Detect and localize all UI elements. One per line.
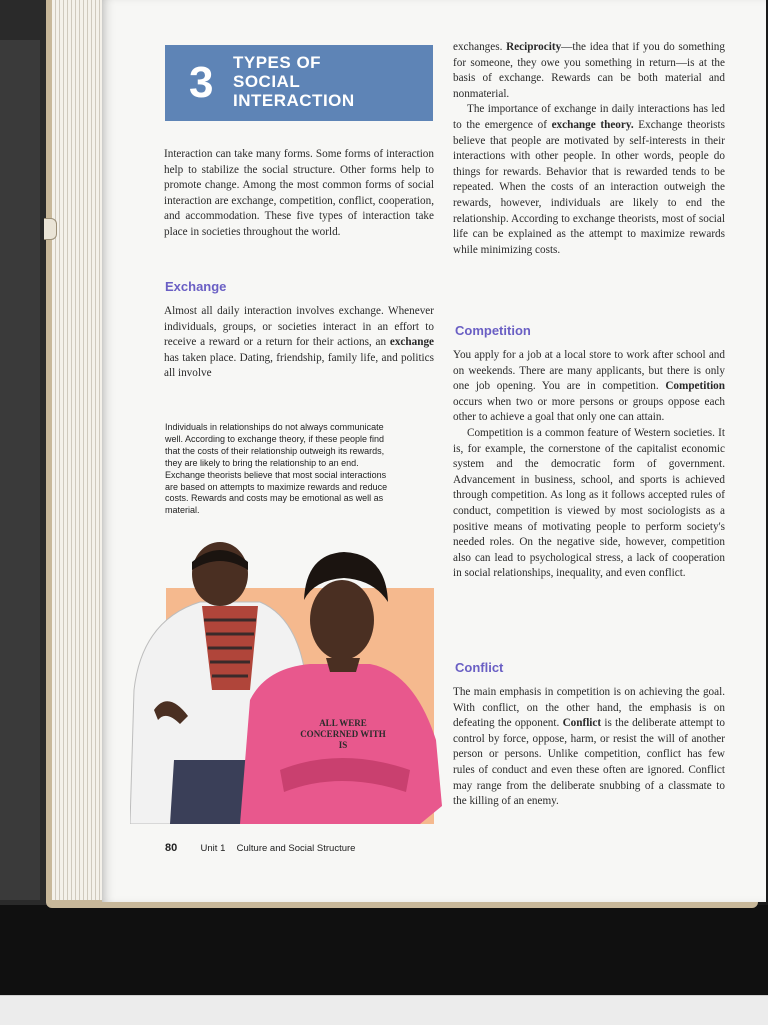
- unit-title: Culture and Social Structure: [236, 843, 356, 854]
- next-page-edge: [0, 995, 768, 1025]
- page-edges: [52, 0, 104, 900]
- chapter-title: [233, 53, 355, 110]
- photo-two-teens: [130, 540, 446, 824]
- heading-exchange: Exchange: [165, 279, 227, 294]
- term-reciprocity: Reciprocity: [506, 41, 562, 53]
- term-competition: Competition: [665, 380, 725, 393]
- term-conflict: Conflict: [562, 717, 602, 730]
- background-left: [0, 0, 48, 1024]
- term-exchange-theory: exchange theory.: [551, 118, 634, 131]
- page-footer: [165, 842, 355, 854]
- chapter-number: 3: [189, 58, 214, 107]
- conflict-paragraph: The main emphasis in competition is on achieving the goal. With conflict, on the other hand, the emphasis is on defeating the opponent. Conflict is the deliberate attempt to control by force, oppose, harm, or resist the will of another person or persons. Unlike competition, conflict has few rules of conduct and even these often are ignored. Conflict may range from the deliberate snubbing of a classmate to the killing of an enemy.: [453, 686, 725, 808]
- chapter-title-line: INTERACTION: [233, 91, 355, 110]
- chapter-title-line: SOCIAL: [233, 72, 301, 91]
- unit-label: Unit 1: [200, 843, 226, 854]
- page-tab: [44, 218, 57, 240]
- chapter-banner: [165, 45, 433, 121]
- photo-caption: Individuals in relationships do not always communicate well. According to exchange theory, if these people find that the costs of their relationship outweigh its rewards, they are likely to bring the relationship to an end. Exchange theorists believe that most social interactions are based on attempts to maximize rewards and reduce costs. Rewards and costs may be emotional as well as material.: [165, 422, 388, 516]
- chapter-title-line: TYPES OF: [233, 53, 322, 72]
- term-exchange: exchange: [389, 336, 434, 349]
- background-bottom: [0, 905, 768, 995]
- exchange-continued: exchanges. Reciprocity—the idea that if you do something for someone, they owe you something in return—is at the basis of exchange. Rewards can be both material and nonmaterial. The importance of exchange in daily interactions has led to the emergence of exchange theory. Exchange theorists believe that people are motivated by self-interests in their interactions with other people. In other words, people do things for rewards. Behavior that is rewarded tends to be repeated. When the costs of an interaction outweigh the rewards, however, individuals are likely to end the relationship. According to exchange theorists, most of social life can be explained as the attempt to maximize rewards while minimizing costs.: [453, 41, 725, 256]
- heading-competition: Competition: [455, 323, 531, 338]
- heading-conflict: Conflict: [455, 660, 504, 675]
- page-number: 80: [165, 842, 178, 854]
- exchange-paragraph: Almost all daily interaction involves exchange. Whenever individuals, groups, or societies interact in an effort to receive a reward or a return for their actions, an exchange has taken place. Dating, friendship, family life, and politics all involve: [164, 305, 434, 380]
- intro-paragraph: Interaction can take many forms. Some forms of interaction help to stabilize the social structure. Other forms help to promote change. Among the most common forms of social interaction are exchange, competition, conflict, cooperation, and accommodation. These five types of interaction take place in societies throughout the world.: [164, 148, 434, 238]
- competition-paragraphs: You apply for a job at a local store to work after school and on weekends. There are many applicants, but there is only one job opening. You are in competition. Competition occurs when two or more persons or groups oppose each other to achieve a goal that only one can attain. Competition is a common feature of Western societies. It is, for example, the cornerstone of the capitalist economic system and the democratic form of government. Advancement in business, school, and sports is achieved through competition. As long as it follows accepted rules of conduct, competition is viewed by most sociologists as a positive means of motivating people to perform society's needed roles. On the negative side, however, competition also can lead to psychological stress, a lack of cooperation in social relationships, inequality, and even conflict.: [453, 349, 725, 580]
- shirt-print: ALL WERE CONCERNED WITH IS: [300, 718, 386, 750]
